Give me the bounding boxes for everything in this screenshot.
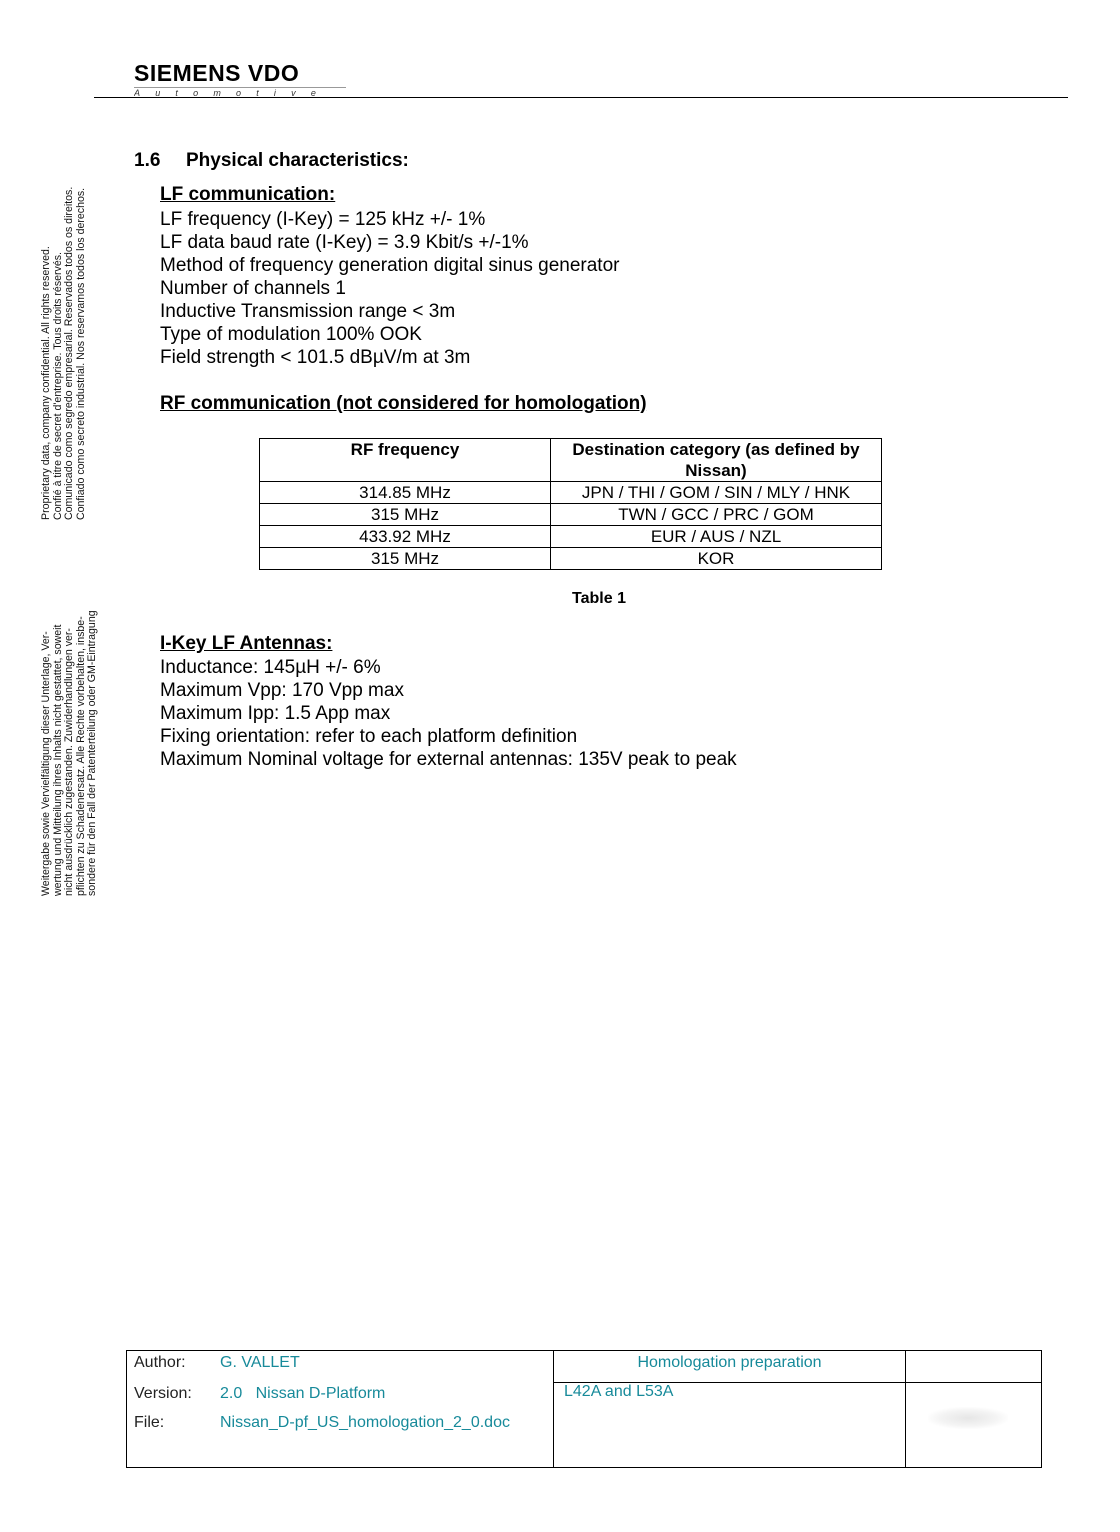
table-row — [260, 548, 882, 570]
faded-stamp — [928, 1407, 1008, 1429]
rf-heading: RF communication (not considered for homologation) — [160, 393, 647, 414]
table-cell: 314.85 MHz — [260, 482, 551, 504]
notice-line: wertung und Mitteilung ihres Inhalts nicht gestattet, soweit — [51, 624, 64, 896]
logo-wordmark: SIEMENS VDO — [134, 60, 300, 86]
antenna-spec-line: Inductance: 145µH +/- 6% — [160, 657, 381, 678]
lf-spec-line: Inductive Transmission range < 3m — [160, 301, 456, 322]
table-cell: EUR / AUS / NZL — [551, 526, 882, 548]
notice-line: Confiado como secreto industrial. Nos reservamos todos los derechos. — [74, 187, 87, 520]
antenna-spec-line: Maximum Ipp: 1.5 App max — [160, 703, 391, 724]
siemens-vdo-logo — [134, 60, 344, 99]
footer-right-cell — [906, 1351, 1042, 1468]
antennas-heading: I-Key LF Antennas: — [160, 633, 333, 654]
lf-heading: LF communication: — [160, 184, 336, 205]
footer-title-cell — [554, 1351, 906, 1468]
table-header-row — [260, 439, 882, 482]
document-footer — [126, 1350, 1042, 1468]
lf-spec-list — [160, 208, 619, 369]
file-label: File: — [134, 1414, 165, 1431]
column-header: Destination category (as defined by Nissan) — [551, 439, 882, 482]
lf-spec-line: LF frequency (I-Key) = 125 kHz +/- 1% — [160, 209, 486, 230]
table-cell: TWN / GCC / PRC / GOM — [551, 504, 882, 526]
notice-line: sondere für den Fall der Patenterteilung oder GM-Eintragung — [86, 610, 98, 896]
table-cell: 433.92 MHz — [260, 526, 551, 548]
notice-line: nicht ausdrücklich zugestanden. Zuwiderhandlungen ver- — [63, 628, 75, 896]
footer-file-row — [134, 1414, 547, 1445]
notice-line: pflichten zu Schadenersatz. Alle Rechte vorbehalten, insbe- — [74, 616, 87, 896]
section-heading — [134, 150, 409, 172]
table-row — [260, 482, 882, 504]
header-rule — [94, 97, 1068, 98]
footer-meta — [127, 1351, 554, 1468]
author-label: Author: — [134, 1354, 186, 1371]
table-cell: KOR — [551, 548, 882, 570]
notice-line: Proprietary data, company confidential. All rights reserved. — [40, 246, 52, 520]
footer-right-top — [906, 1351, 1041, 1383]
antenna-spec-line: Maximum Nominal voltage for external antennas: 135V peak to peak — [160, 749, 737, 770]
footer-models: L42A and L53A — [564, 1383, 674, 1400]
antenna-spec-list — [160, 656, 737, 771]
author-value: G. VALLET — [220, 1354, 300, 1371]
notice-line: Comunicado como segredo empresarial. Reservados todos os direitos. — [63, 186, 75, 520]
antenna-spec-line: Maximum Vpp: 170 Vpp max — [160, 680, 404, 701]
notice-line: Confié à titre de secret d'entreprise. Tous droits réservés. — [51, 252, 64, 520]
lf-spec-line: LF data baud rate (I-Key) = 3.9 Kbit/s +/-1% — [160, 232, 529, 253]
table-caption: Table 1 — [572, 590, 626, 607]
table-cell: 315 MHz — [260, 504, 551, 526]
lf-spec-line: Method of frequency generation digital sinus generator — [160, 255, 620, 276]
file-value: Nissan_D-pf_US_homologation_2_0.doc — [220, 1414, 510, 1431]
table-cell: 315 MHz — [260, 548, 551, 570]
footer-document-title: Homologation preparation — [554, 1351, 905, 1383]
table-row — [260, 504, 882, 526]
lf-spec-line: Type of modulation 100% OOK — [160, 324, 422, 345]
version-value: 2.0 Nissan D-Platform — [220, 1385, 386, 1402]
section-number: 1.6 — [134, 150, 161, 171]
table-row — [260, 526, 882, 548]
column-header: RF frequency — [260, 439, 551, 482]
notice-line: Weitergabe sowie Vervielfältigung dieser Unterlage, Ver- — [40, 631, 52, 896]
section-title: Physical characteristics: — [186, 150, 409, 171]
copyright-notice — [41, 606, 99, 896]
confidentiality-notice — [41, 178, 87, 520]
version-label: Version: — [134, 1385, 192, 1402]
antenna-spec-line: Fixing orientation: refer to each platform definition — [160, 726, 578, 747]
rf-frequency-table — [259, 438, 882, 570]
lf-spec-line: Number of channels 1 — [160, 278, 346, 299]
lf-spec-line: Field strength < 101.5 dBµV/m at 3m — [160, 347, 471, 368]
table-cell: JPN / THI / GOM / SIN / MLY / HNK — [551, 482, 882, 504]
logo-tagline: Automotive — [134, 87, 346, 99]
footer-author-row — [134, 1354, 547, 1385]
footer-version-row — [134, 1385, 547, 1414]
footer-right-bottom — [906, 1383, 1041, 1467]
